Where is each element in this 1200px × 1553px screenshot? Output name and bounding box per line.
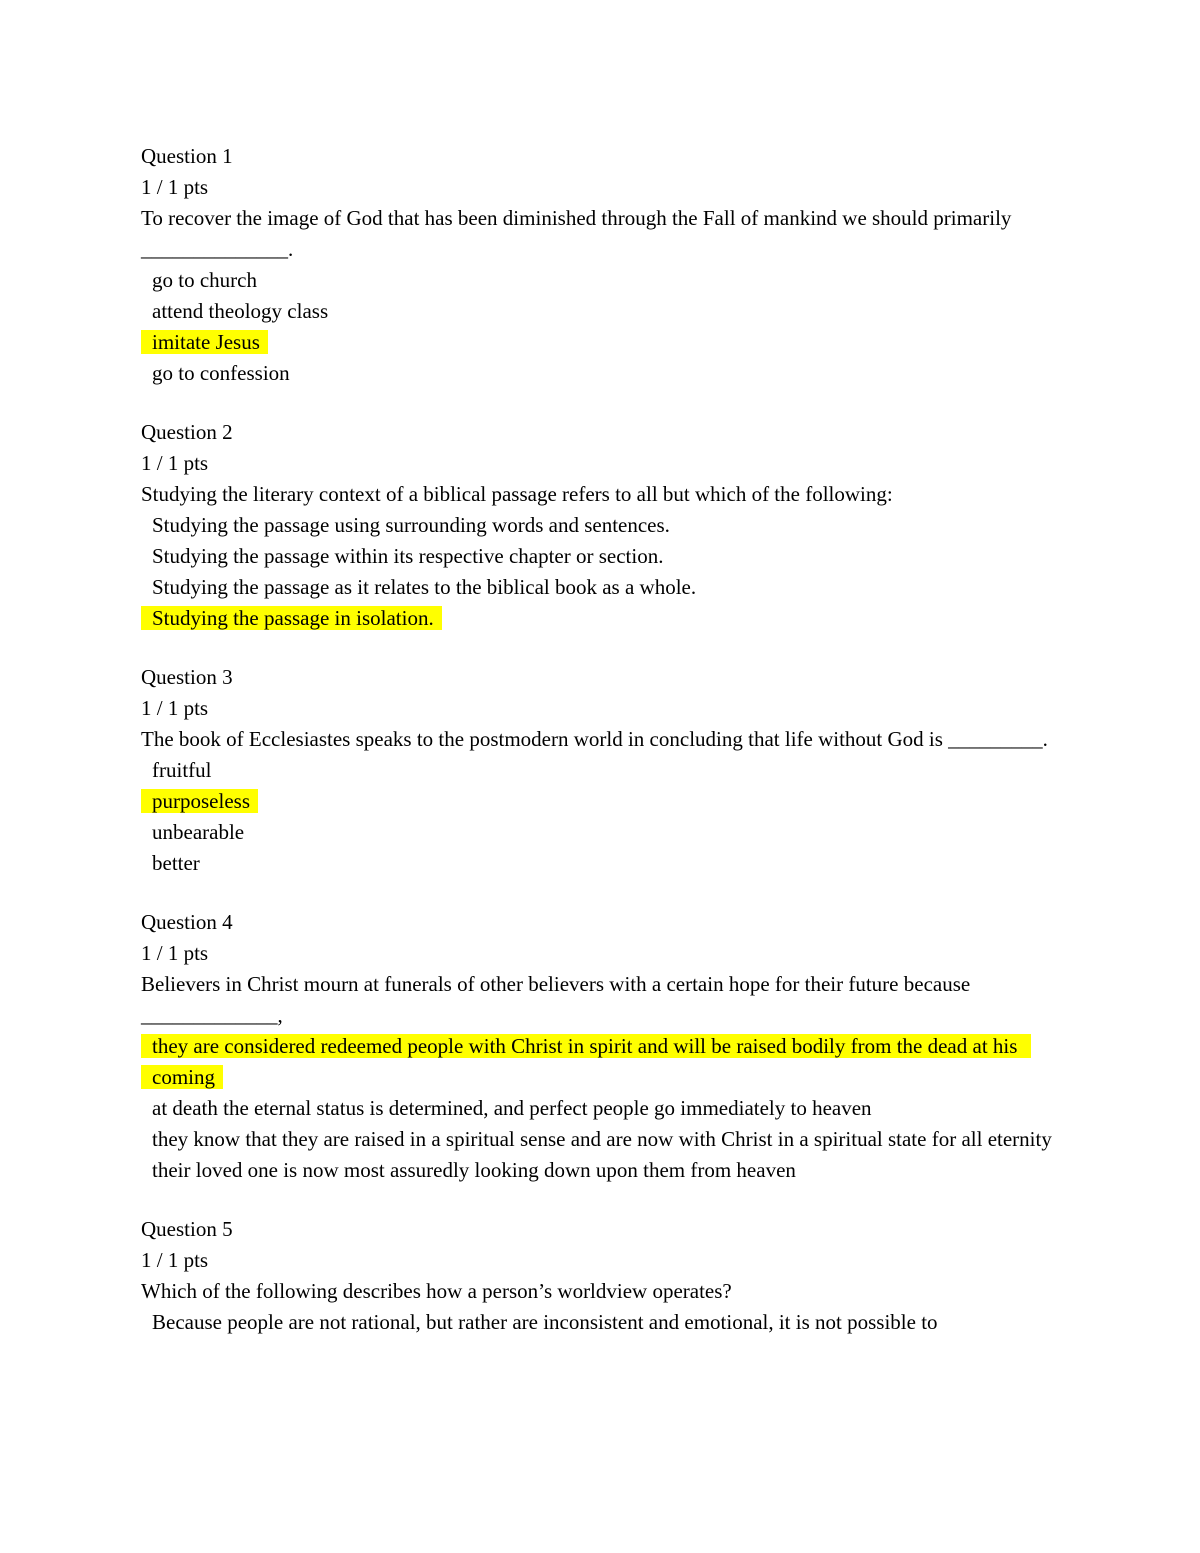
question-prompt: Which of the following describes how a person’s worldview operates? bbox=[141, 1279, 732, 1303]
question-title: Question 3 bbox=[141, 665, 233, 689]
answer-option-text: imitate Jesus bbox=[141, 330, 268, 354]
question-prompt: Studying the literary context of a biblical passage refers to all but which of the following: bbox=[141, 482, 893, 506]
answer-option-text: purposeless bbox=[141, 789, 258, 813]
question-prompt: Believers in Christ mourn at funerals of other believers with a certain hope for their future because _____________, bbox=[141, 972, 976, 1027]
answer-option bbox=[141, 265, 1061, 296]
answer-option bbox=[141, 296, 1061, 327]
answer-option-correct bbox=[141, 603, 1061, 634]
answer-option-text: they are considered redeemed people with Christ in spirit and will be raised bodily from the dead at his coming bbox=[141, 1034, 1031, 1089]
answer-option bbox=[141, 755, 1061, 786]
question-block bbox=[141, 1214, 1061, 1338]
question-title: Question 5 bbox=[141, 1217, 233, 1241]
answer-option-text: attend theology class bbox=[152, 299, 329, 323]
quiz-content bbox=[141, 141, 1061, 1366]
answer-option bbox=[141, 1307, 1061, 1338]
question-points: 1 / 1 pts bbox=[141, 451, 209, 475]
question-points: 1 / 1 pts bbox=[141, 941, 209, 965]
question-block bbox=[141, 417, 1061, 634]
answer-option-text: Because people are not rational, but rather are inconsistent and emotional, it is not possible to bbox=[152, 1310, 938, 1334]
answer-option-text: Studying the passage in isolation. bbox=[141, 606, 442, 630]
answer-option bbox=[141, 1155, 1061, 1186]
answer-option bbox=[141, 817, 1061, 848]
question-points: 1 / 1 pts bbox=[141, 1248, 209, 1272]
answer-option bbox=[141, 358, 1061, 389]
question-block bbox=[141, 662, 1061, 879]
answer-option-text: go to church bbox=[152, 268, 257, 292]
answer-option-text: better bbox=[152, 851, 200, 875]
answer-option-text: go to confession bbox=[152, 361, 290, 385]
answer-option bbox=[141, 541, 1061, 572]
answer-option-correct bbox=[141, 1031, 1061, 1093]
answer-option-text: fruitful bbox=[152, 758, 212, 782]
answer-option bbox=[141, 1093, 1061, 1124]
answer-option-correct bbox=[141, 327, 1061, 358]
answer-option-correct bbox=[141, 786, 1061, 817]
answer-option-text: Studying the passage using surrounding words and sentences. bbox=[152, 513, 670, 537]
answer-option-text: unbearable bbox=[152, 820, 245, 844]
answer-option bbox=[141, 1124, 1061, 1155]
question-prompt: To recover the image of God that has been diminished through the Fall of mankind we should primarily ______________. bbox=[141, 206, 1017, 261]
question-title: Question 2 bbox=[141, 420, 233, 444]
answer-option-text: Studying the passage as it relates to the biblical book as a whole. bbox=[152, 575, 697, 599]
question-block bbox=[141, 141, 1061, 389]
question-points: 1 / 1 pts bbox=[141, 696, 209, 720]
answer-option-text: Studying the passage within its respective chapter or section. bbox=[152, 544, 664, 568]
question-title: Question 1 bbox=[141, 144, 233, 168]
answer-option bbox=[141, 572, 1061, 603]
answer-option bbox=[141, 510, 1061, 541]
answer-option-text: at death the eternal status is determined, and perfect people go immediately to heaven bbox=[152, 1096, 872, 1120]
answer-option-text: they know that they are raised in a spiritual sense and are now with Christ in a spiritual state for all eternity bbox=[152, 1127, 1052, 1151]
answer-option-text: their loved one is now most assuredly looking down upon them from heaven bbox=[152, 1158, 796, 1182]
question-points: 1 / 1 pts bbox=[141, 175, 209, 199]
question-block bbox=[141, 907, 1061, 1186]
answer-option bbox=[141, 848, 1061, 879]
question-title: Question 4 bbox=[141, 910, 233, 934]
question-prompt: The book of Ecclesiastes speaks to the postmodern world in concluding that life without God is _________. bbox=[141, 727, 1048, 751]
